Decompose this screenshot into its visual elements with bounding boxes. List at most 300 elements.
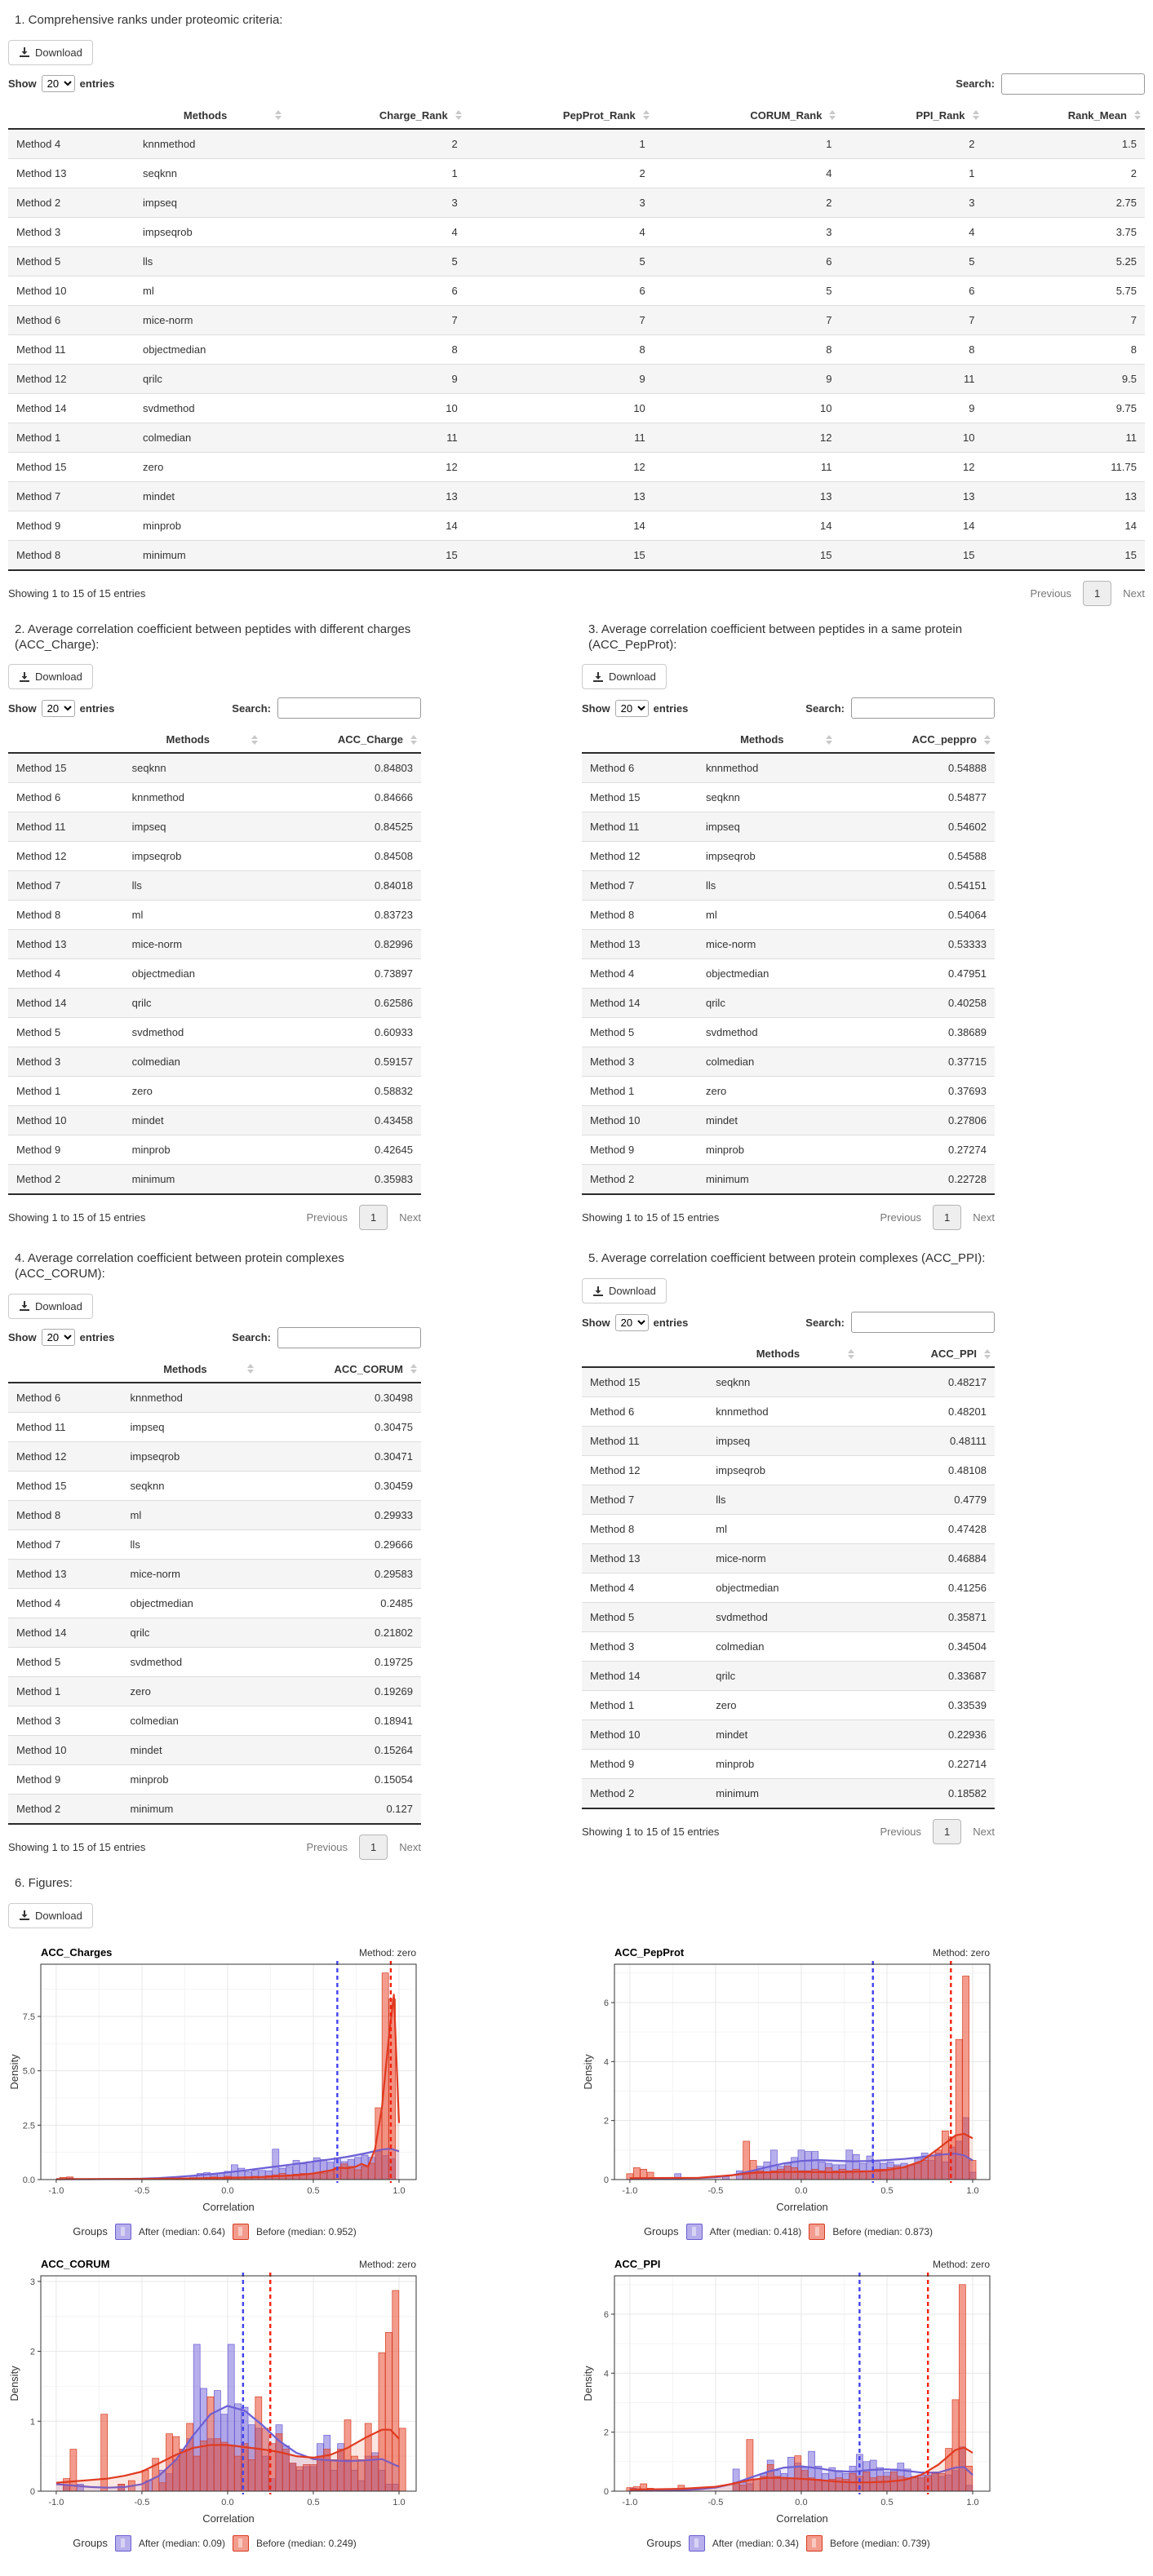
acc-charge-table <box>8 727 421 1195</box>
method-cell: seqknn <box>124 753 262 783</box>
table-row <box>8 1383 421 1413</box>
download-button[interactable] <box>582 1278 667 1303</box>
column-header-Rank_Mean[interactable]: Rank_Mean <box>983 103 1145 129</box>
table-row <box>582 1106 995 1135</box>
svg-text:1.0: 1.0 <box>966 2185 979 2196</box>
method-label: Method: zero <box>932 2258 990 2270</box>
table-row <box>582 1456 995 1485</box>
legend-key-before <box>233 2224 249 2240</box>
row-name-cell: Method 1 <box>8 1676 122 1706</box>
x-axis-label: Correlation <box>202 2512 255 2525</box>
table-info: Showing 1 to 15 of 15 entries <box>582 1211 720 1224</box>
sort-icon <box>826 735 832 745</box>
svg-text:0.0: 0.0 <box>22 2175 35 2185</box>
table-row <box>8 423 1145 452</box>
method-cell: lls <box>707 1485 858 1515</box>
previous-button[interactable]: Previous <box>1030 586 1072 600</box>
download-icon <box>19 1910 30 1921</box>
sort-icon <box>643 110 650 120</box>
column-header-Methods[interactable]: Methods <box>698 727 836 753</box>
row-name-cell: Method 3 <box>8 1047 124 1077</box>
method-cell: mindet <box>698 1106 836 1135</box>
value-cell: 3 <box>840 188 982 217</box>
page-length-select[interactable] <box>42 700 75 717</box>
method-cell: qrilc <box>698 989 836 1018</box>
method-cell: qrilc <box>122 1618 259 1647</box>
column-header-Methods[interactable]: Methods <box>122 1357 259 1383</box>
column-header-ACC_PPI[interactable]: ACC_PPI <box>858 1341 995 1367</box>
table-row <box>582 1515 995 1544</box>
method-cell: seqknn <box>698 783 836 812</box>
table-row <box>8 1559 421 1588</box>
svg-text:0: 0 <box>603 2486 609 2497</box>
table-row <box>8 930 421 959</box>
before-bars <box>627 2284 973 2490</box>
value-cell: 0.84525 <box>262 812 421 842</box>
row-name-cell: Method 12 <box>582 842 698 871</box>
value-cell: 5.25 <box>983 246 1145 276</box>
table-row <box>582 842 995 871</box>
search-input[interactable] <box>1001 73 1145 95</box>
value-cell: 0.34504 <box>858 1632 995 1662</box>
method-cell: impseq <box>135 188 286 217</box>
row-name-cell: Method 5 <box>8 1647 122 1676</box>
svg-text:0.5: 0.5 <box>307 2185 320 2196</box>
row-name-cell: Method 8 <box>8 1500 122 1529</box>
value-cell: 2 <box>654 188 840 217</box>
show-label: Show <box>8 702 37 715</box>
method-cell: knnmethod <box>124 783 262 812</box>
value-cell: 2 <box>466 158 654 188</box>
value-cell: 15 <box>840 540 982 570</box>
method-cell: impseqrob <box>135 217 286 246</box>
value-cell: 13 <box>840 481 982 511</box>
previous-button[interactable]: Previous <box>880 1211 922 1224</box>
value-cell: 0.48108 <box>858 1456 995 1485</box>
show-label: Show <box>582 1316 610 1329</box>
row-name-cell: Method 4 <box>582 1573 707 1603</box>
previous-button[interactable]: Previous <box>880 1826 922 1838</box>
svg-text:0: 0 <box>603 2175 609 2185</box>
value-cell: 5.75 <box>983 276 1145 305</box>
value-cell: 11 <box>466 423 654 452</box>
table-row <box>582 1077 995 1106</box>
value-cell: 0.84508 <box>262 842 421 871</box>
search-input[interactable] <box>851 697 995 719</box>
svg-text:0.0: 0.0 <box>795 2185 808 2196</box>
value-cell: 0.18582 <box>858 1779 995 1809</box>
value-cell: 0.22714 <box>858 1750 995 1779</box>
table-row <box>8 1588 421 1618</box>
table-row <box>582 1603 995 1632</box>
value-cell: 0.15054 <box>258 1764 421 1794</box>
method-cell: svdmethod <box>122 1647 259 1676</box>
download-button[interactable] <box>582 664 667 689</box>
entries-label: entries <box>79 1331 115 1344</box>
x-axis-label: Correlation <box>202 2200 255 2213</box>
method-cell: svdmethod <box>135 393 286 423</box>
value-cell: 5 <box>840 246 982 276</box>
table-row <box>582 930 995 959</box>
download-label: Download <box>35 1909 82 1922</box>
method-cell: seqknn <box>135 158 286 188</box>
chart-title: ACC_Charges <box>41 1945 113 1959</box>
download-button[interactable] <box>8 1294 93 1319</box>
row-name-cell: Method 5 <box>8 1018 124 1047</box>
column-header-ACC_Charge[interactable]: ACC_Charge <box>262 727 421 753</box>
column-header-Methods[interactable]: Methods <box>124 727 262 753</box>
method-cell: minprob <box>135 511 286 540</box>
svg-text:-0.5: -0.5 <box>707 2185 724 2196</box>
next-button[interactable]: Next <box>1123 586 1145 600</box>
method-cell: lls <box>122 1529 259 1559</box>
value-cell: 0.35983 <box>262 1165 421 1195</box>
page-length-select[interactable] <box>615 700 649 717</box>
method-cell: minimum <box>122 1794 259 1824</box>
legend-key-after <box>115 2535 131 2552</box>
row-name-cell: Method 12 <box>8 1441 122 1471</box>
legend-title: Groups <box>73 2225 108 2237</box>
value-cell: 0.37693 <box>836 1077 995 1106</box>
method-label: Method: zero <box>932 1946 990 1959</box>
method-cell: ml <box>122 1500 259 1529</box>
table-row <box>8 1412 421 1441</box>
value-cell: 6 <box>286 276 465 305</box>
value-cell: 11 <box>983 423 1145 452</box>
value-cell: 0.53333 <box>836 930 995 959</box>
value-cell: 13 <box>286 481 465 511</box>
svg-text:2.5: 2.5 <box>22 2120 35 2131</box>
value-cell: 15 <box>654 540 840 570</box>
value-cell: 11.75 <box>983 452 1145 481</box>
row-name-cell: Method 6 <box>582 753 698 783</box>
svg-text:-0.5: -0.5 <box>707 2497 724 2507</box>
row-name-cell: Method 10 <box>8 1106 124 1135</box>
method-cell: impseqrob <box>122 1441 259 1471</box>
svg-text:6: 6 <box>603 2309 609 2320</box>
table-info: Showing 1 to 15 of 15 entries <box>8 1211 146 1224</box>
row-name-cell: Method 10 <box>582 1720 707 1750</box>
value-cell: 0.48217 <box>858 1367 995 1397</box>
row-name-cell: Method 9 <box>8 511 135 540</box>
method-cell: mindet <box>135 481 286 511</box>
value-cell: 0.30459 <box>258 1471 421 1500</box>
column-header-rowname <box>582 727 698 753</box>
method-cell: objectmedian <box>707 1573 858 1603</box>
row-name-cell: Method 12 <box>8 842 124 871</box>
value-cell: 0.29583 <box>258 1559 421 1588</box>
method-cell: minprob <box>698 1135 836 1165</box>
section-title: 2. Average correlation coefficient between peptides with different charges (ACC_Charge): <box>15 622 411 652</box>
method-cell: colmedian <box>124 1047 262 1077</box>
y-axis-label: Density <box>582 2053 594 2090</box>
method-cell: qrilc <box>707 1662 858 1691</box>
legend-key-after <box>115 2224 131 2240</box>
row-name-cell: Method 15 <box>582 1367 707 1397</box>
value-cell: 0.30475 <box>258 1412 421 1441</box>
column-header-PepProt_Rank[interactable]: PepProt_Rank <box>466 103 654 129</box>
method-cell: seqknn <box>707 1367 858 1397</box>
table-row <box>582 901 995 930</box>
column-header-ACC_CORUM[interactable]: ACC_CORUM <box>258 1357 421 1383</box>
ranks-table <box>8 103 1145 571</box>
download-button[interactable] <box>8 1903 93 1928</box>
value-cell: 0.54588 <box>836 842 995 871</box>
y-axis-label: Density <box>8 2365 20 2401</box>
download-label: Download <box>609 671 656 684</box>
method-cell: minimum <box>135 540 286 570</box>
method-cell: zero <box>707 1691 858 1720</box>
show-label: Show <box>582 702 610 715</box>
value-cell: 0.37715 <box>836 1047 995 1077</box>
value-cell: 3 <box>466 188 654 217</box>
value-cell: 8 <box>840 334 982 364</box>
value-cell: 0.43458 <box>262 1106 421 1135</box>
row-name-cell: Method 9 <box>8 1764 122 1794</box>
search-control <box>805 697 995 719</box>
method-cell: impseqrob <box>707 1456 858 1485</box>
next-button[interactable]: Next <box>973 1826 995 1838</box>
row-name-cell: Method 4 <box>582 959 698 989</box>
value-cell: 0.127 <box>258 1794 421 1824</box>
y-axis-label: Density <box>8 2053 20 2090</box>
method-cell: colmedian <box>698 1047 836 1077</box>
table-row <box>582 1485 995 1515</box>
page-length-select[interactable] <box>42 1329 75 1346</box>
value-cell: 0.21802 <box>258 1618 421 1647</box>
table-row <box>8 452 1145 481</box>
table-row <box>582 753 995 783</box>
sort-icon <box>410 1364 417 1374</box>
value-cell: 0.48111 <box>858 1427 995 1456</box>
search-label: Search: <box>232 1331 271 1344</box>
y-axis-label: Density <box>582 2365 594 2401</box>
method-cell: lls <box>698 871 836 901</box>
table-row <box>8 511 1145 540</box>
value-cell: 9 <box>840 393 982 423</box>
search-control <box>805 1312 995 1333</box>
legend-label: Before (median: 0.873) <box>832 2225 933 2237</box>
method-cell: objectmedian <box>135 334 286 364</box>
legend-label: After (median: 0.34) <box>712 2537 799 2549</box>
chart-acc-pepprot <box>582 1945 995 2240</box>
section-title: 3. Average correlation coefficient between peptides in a same protein (ACC_PepProt): <box>588 622 963 652</box>
page-length-control <box>8 75 114 92</box>
page-length-select[interactable] <box>615 1314 649 1331</box>
value-cell: 0.62586 <box>262 989 421 1018</box>
value-cell: 0.33539 <box>858 1691 995 1720</box>
value-cell: 7 <box>466 305 654 334</box>
page-1-button[interactable]: 1 <box>359 1835 388 1860</box>
download-icon <box>592 1286 604 1297</box>
table-row <box>582 989 995 1018</box>
column-header-Methods[interactable]: Methods <box>135 103 286 129</box>
table-row <box>8 812 421 842</box>
value-cell: 0.38689 <box>836 1018 995 1047</box>
row-name-cell: Method 7 <box>8 871 124 901</box>
sort-icon <box>1134 110 1141 120</box>
svg-text:-1.0: -1.0 <box>622 2497 638 2507</box>
method-cell: objectmedian <box>698 959 836 989</box>
row-name-cell: Method 1 <box>582 1077 698 1106</box>
table-row <box>582 1397 995 1427</box>
value-cell: 14 <box>983 511 1145 540</box>
value-cell: 0.58832 <box>262 1077 421 1106</box>
table-row <box>8 1676 421 1706</box>
value-cell: 8 <box>983 334 1145 364</box>
method-cell: minimum <box>124 1165 262 1195</box>
row-name-cell: Method 5 <box>582 1603 707 1632</box>
value-cell: 5 <box>654 276 840 305</box>
column-header-Methods[interactable]: Methods <box>707 1341 858 1367</box>
search-input[interactable] <box>851 1312 995 1333</box>
pagination <box>1030 581 1145 606</box>
next-button[interactable]: Next <box>973 1211 995 1224</box>
previous-button[interactable]: Previous <box>306 1211 348 1224</box>
method-cell: impseqrob <box>698 842 836 871</box>
column-header-Charge_Rank[interactable]: Charge_Rank <box>286 103 465 129</box>
value-cell: 7 <box>840 305 982 334</box>
value-cell: 1 <box>654 129 840 159</box>
legend-label: Before (median: 0.739) <box>829 2537 930 2549</box>
value-cell: 0.54888 <box>836 753 995 783</box>
row-name-cell: Method 2 <box>8 1165 124 1195</box>
next-button[interactable]: Next <box>399 1211 421 1224</box>
method-cell: knnmethod <box>122 1383 259 1413</box>
value-cell: 0.54602 <box>836 812 995 842</box>
svg-text:0: 0 <box>29 2486 35 2497</box>
row-name-cell: Method 2 <box>8 1794 122 1824</box>
row-name-cell: Method 4 <box>8 1588 122 1618</box>
value-cell: 6 <box>654 246 840 276</box>
table-row <box>8 1047 421 1077</box>
method-cell: impseqrob <box>124 842 262 871</box>
row-name-cell: Method 6 <box>8 783 124 812</box>
search-input[interactable] <box>277 697 421 719</box>
row-name-cell: Method 1 <box>8 423 135 452</box>
row-name-cell: Method 7 <box>8 481 135 511</box>
row-name-cell: Method 8 <box>582 1515 707 1544</box>
table-row <box>582 1573 995 1603</box>
value-cell: 12 <box>840 452 982 481</box>
value-cell: 15 <box>983 540 1145 570</box>
row-name-cell: Method 13 <box>582 1544 707 1573</box>
search-input[interactable] <box>277 1327 421 1348</box>
table-row <box>8 1077 421 1106</box>
method-cell: knnmethod <box>135 129 286 159</box>
value-cell: 0.84803 <box>262 753 421 783</box>
svg-text:-1.0: -1.0 <box>622 2185 638 2196</box>
svg-text:-1.0: -1.0 <box>48 2497 64 2507</box>
column-header-CORUM_Rank[interactable]: CORUM_Rank <box>654 103 840 129</box>
page-length-control <box>8 700 114 717</box>
page-1-button[interactable]: 1 <box>933 1819 961 1844</box>
value-cell: 0.46884 <box>858 1544 995 1573</box>
search-label: Search: <box>805 702 845 715</box>
page-1-button[interactable]: 1 <box>1083 581 1111 606</box>
method-cell: minprob <box>707 1750 858 1779</box>
row-name-cell: Method 2 <box>582 1779 707 1809</box>
download-icon <box>592 671 604 683</box>
show-label: Show <box>8 77 37 91</box>
show-label: Show <box>8 1331 37 1344</box>
value-cell: 5 <box>466 246 654 276</box>
method-cell: mindet <box>707 1720 858 1750</box>
svg-text:4: 4 <box>603 2056 609 2067</box>
value-cell: 15 <box>466 540 654 570</box>
table-row <box>8 305 1145 334</box>
value-cell: 0.19269 <box>258 1676 421 1706</box>
method-cell: mice-norm <box>698 930 836 959</box>
previous-button[interactable]: Previous <box>306 1840 348 1853</box>
value-cell: 0.73897 <box>262 959 421 989</box>
method-cell: knnmethod <box>698 753 836 783</box>
chart-legend <box>582 2224 995 2240</box>
page-1-button[interactable]: 1 <box>933 1205 961 1230</box>
sort-icon <box>848 1349 854 1359</box>
value-cell: 2 <box>840 129 982 159</box>
method-cell: colmedian <box>707 1632 858 1662</box>
x-axis-label: Correlation <box>776 2200 828 2213</box>
download-button[interactable] <box>8 40 93 65</box>
table-row <box>8 1471 421 1500</box>
value-cell: 14 <box>466 511 654 540</box>
table-row <box>582 1720 995 1750</box>
table-row <box>582 783 995 812</box>
svg-text:2: 2 <box>603 2428 609 2438</box>
table-row <box>8 1018 421 1047</box>
search-label: Search: <box>232 702 271 715</box>
method-cell: minimum <box>707 1779 858 1809</box>
value-cell: 0.2485 <box>258 1588 421 1618</box>
method-cell: mice-norm <box>707 1544 858 1573</box>
method-cell: zero <box>698 1077 836 1106</box>
value-cell: 0.82996 <box>262 930 421 959</box>
value-cell: 9.5 <box>983 364 1145 393</box>
value-cell: 0.47951 <box>836 959 995 989</box>
column-header-ACC_peppro[interactable]: ACC_peppro <box>836 727 995 753</box>
entries-label: entries <box>653 1316 689 1329</box>
acc-corum-plot <box>8 2256 421 2534</box>
table-row <box>8 1135 421 1165</box>
value-cell: 10 <box>654 393 840 423</box>
svg-text:0.0: 0.0 <box>221 2497 234 2507</box>
next-button[interactable]: Next <box>399 1840 421 1853</box>
pagination <box>880 1205 995 1230</box>
table-row <box>582 1779 995 1809</box>
row-name-cell: Method 7 <box>582 1485 707 1515</box>
value-cell: 3.75 <box>983 217 1145 246</box>
row-name-cell: Method 10 <box>8 1735 122 1764</box>
table-row <box>582 1135 995 1165</box>
value-cell: 2 <box>286 129 465 159</box>
entries-label: entries <box>653 702 689 715</box>
page-length-select[interactable] <box>42 75 75 92</box>
method-cell: impseq <box>124 812 262 842</box>
table-row <box>8 276 1145 305</box>
value-cell: 0.83723 <box>262 901 421 930</box>
value-cell: 0.19725 <box>258 1647 421 1676</box>
page-1-button[interactable]: 1 <box>359 1205 388 1230</box>
column-header-rowname <box>582 1341 707 1367</box>
download-button[interactable] <box>8 664 93 689</box>
row-name-cell: Method 11 <box>8 334 135 364</box>
column-header-PPI_Rank[interactable]: PPI_Rank <box>840 103 982 129</box>
table-row <box>8 959 421 989</box>
value-cell: 8 <box>466 334 654 364</box>
value-cell: 7 <box>654 305 840 334</box>
chart-acc-charges <box>8 1945 421 2240</box>
